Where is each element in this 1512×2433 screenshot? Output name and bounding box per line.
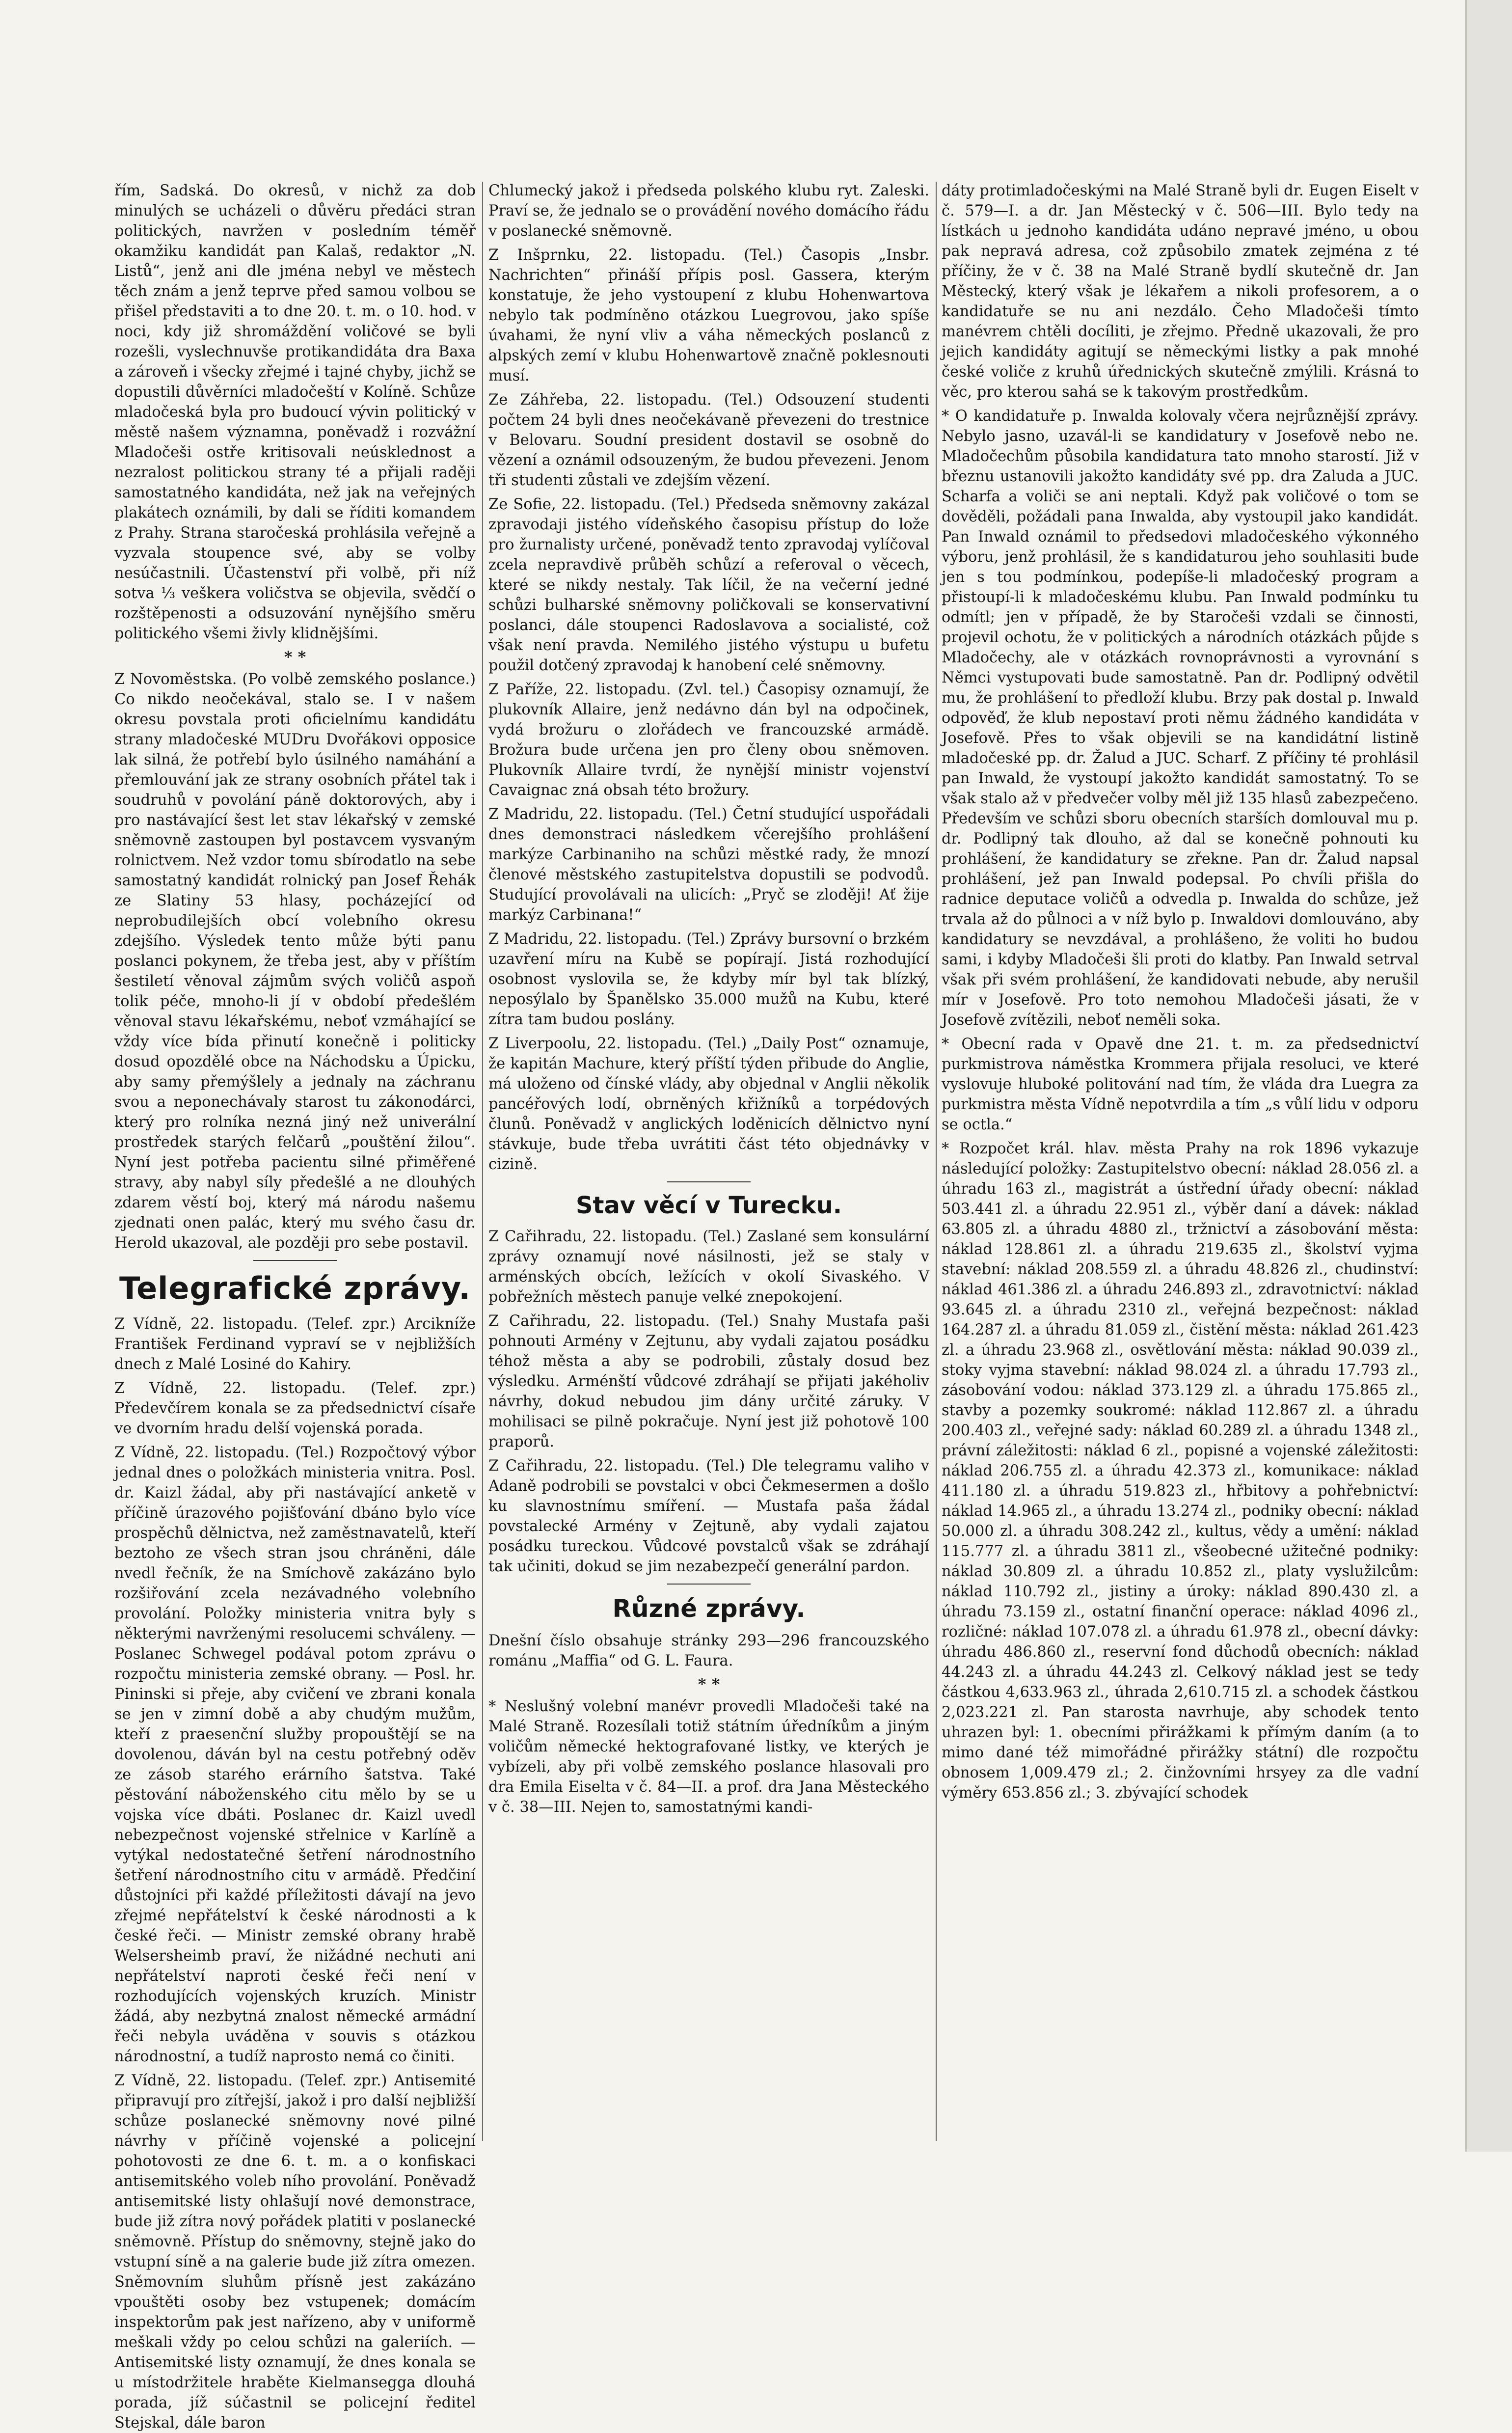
column-left xyxy=(114,181,476,2432)
telegraph-item-continued: Chlumecký jakož i předseda polského klubu ryt. Zaleski. Praví se, že jednalo se o provádění nového domácího řádu v poslanecké sněmovně. xyxy=(488,182,929,240)
column-rule-2 xyxy=(936,182,937,2141)
article-inwald-candidacy: * O kandidatuře p. Inwalda kolovaly včera nejrůznější zprávy. Nebylo jasno, uzavál-li se kandidatury v Josefově nebo ne. Mladočechům působila kandidatura tato mnoho starostí. Již v březnu ustanovili jakožto kandidáty své pp. dra Zaluda a JUC. Scharfa a voliči se ani neptali. Když pak voličové o tom se dověděli, požádali pana Inwalda, aby vystoupil jako kandidát. Pan Inwald oznámil to předsedovi mladočeského výkonného výboru, jenž prohlásil, že s kandidaturou jeho souhlasiti bude jen s tou podmínkou, podepíše-li mladočeský program a přistoupí-li k mladočeskému klubu. Pan Inwald podmínku tu odmítl; jen v případě, že by Staročeši vzdali se činnosti, projevil ochotu, že v politických a národních otázkách půjde s Mladočechy, ale v otázkách rovnoprávnosti a vyrovnání s Němci vystupovati bude samostatně. Pan dr. Podlipný odvětil mu, že prohlášení to předloží klubu. Brzy pak dostal p. Inwald odpověď, že klub nepostaví proti němu žádného kandidáta v Josefově. Přes to však objevili se na kandidátní listině mladočeské pp. dr. Žalud a JUC. Scharf. Z příčiny té prohlásil pan Inwald, že vystoupí jakožto kandidát samostatný. To se však stalo až v předvečer volby měl již 135 hlasů zabezpečeno. Především ve schůzi sboru obecních starších domlouval mu p. dr. Podlipný tak dlouho, až dal se konečně pohnouti ku prohlášení, že kandidatury se zřekne. Pan dr. Žalud napsal prohlášení, jež pan Inwald podepsal. Po chvíli přišla do radnice deputace voličů a odvedla p. Inwalda do schůze, jež trvala až do půlnoci a v níž bylo p. Inwaldovi domlouváno, aby kandidatury se nevzdával, a prohlášeno, že voliti ho budou sami, i kdyby Mladočeši šli proti do klatby. Pan Inwald setrval však při svém prohlášení, že kandidovati nebude, aby nerušil mír v Josefově. Pro toto nemohou Mladočeši jásati, že v Josefově zvítězili, neboť neměli soka. xyxy=(942,408,1419,1029)
section-headline-various: Různé zprávy. xyxy=(612,1594,806,1623)
telegraph-item-madrid-2: Z Madridu, 22. listopadu. (Tel.) Zprávy bursovní o brzkém uzavření míru na Kubě se popírají. Jistá rozhodující osobnost vyslovila se, že kdyby mír byl tak blízký, neposýlalo by Španělsko 35.000 mužů na Kubu, které zítra tam budou poslány. xyxy=(488,930,929,1028)
divider-rule xyxy=(667,1584,751,1585)
telegraph-item-madrid-1: Z Madridu, 22. listopadu. (Tel.) Četní studující uspořádali dnes demonstraci následkem včerejšího prohlášení markýze Carbinaniho na schůzi městké rady, že mnozí členové městského zastupitelstva dopustili se podvodů. Studující provolávali na ulicích: „Pryč se zloději! Ať žije markýz Carbinana!“ xyxy=(488,806,929,924)
article-election-manoeuvre: * Neslušný volební manévr provedli Mladočeši také na Malé Straně. Rozesílali totiž státním úředníkům a jiným voličům německé hektografované listky, ve kterých je vybízeli, aby při volbě zemského poslance hlasovali pro dra Emila Eiselta v č. 84—II. a prof. dra Jana Městeckého v č. 38—III. Nejen to, samostatnými kandi- xyxy=(488,1698,929,1816)
column-rule-1 xyxy=(482,182,483,2141)
section-separator-stars: * * xyxy=(284,648,306,666)
column-right xyxy=(942,181,1419,2140)
telegraph-item-paris: Z Paříže, 22. listopadu. (Zvl. tel.) Časopisy oznamují, že plukovník Allaire, jenž nedávno dán byl na odpočinek, vydá brožuru o zlořádech ve francouzské armádě. Brožura bude určena jen pro členy obou sněmoven. Plukovník Allaire tvrdí, že nynější ministr vojenství Cavaignac zná obsah této brožury. xyxy=(488,681,929,799)
telegraph-item-vienna-2: Z Vídně, 22. listopadu. (Telef. zpr.) Předevčírem konala se za předsednictví císaře ve dvorním hradu delší vojenská porada. xyxy=(114,1380,476,1437)
article-election-continued: dáty protimladočeskými na Malé Straně byli dr. Eugen Eiselt v č. 579—I. a dr. Jan Městecký v č. 506—III. Bylo tedy na lístkách u jednoho kandidáta udáno nepravé jméno, u obou pak nepravá adresa, což způsobilo zmatek zejména z té příčiny, že v č. 38 na Malé Straně bydlí skutečně dr. Jan Městecký, který však je lékařem a nikoli profesorem, a o kandidatuře se nu ani nezdálo. Čeho Mladočeši tímto manévrem chtěli docíliti, je zřejmo. Předně ukazovali, že pro jejich kandidáty agitují se německými listky a pak mnohé české voliče z kruhů úřednických skutečně zmýlili. Krásná to věc, pro kterou sahá se k takovým prostředkům. xyxy=(942,182,1419,401)
telegraph-item-sofia: Ze Sofie, 22. listopadu. (Tel.) Předseda sněmovny zakázal zpravodaji jistého vídeňského časopisu přístup do lože pro žurnalisty určené, poněvadž tento zpravodaj vylíčoval zcela nepravdivě průběh schůzí a referoval o věcech, které se nikdy nestaly. Tak líčil, že na večerní jedné schůzi bulharské sněmovny poličkovali se konservativní poslanci, dále stoupenci Radoslavova a socialisté, což však není pravda. Nemilého jistého výstupu u bufetu použil dotčený zpravodaj k hanobení celé sněmovny. xyxy=(488,496,929,674)
telegraph-item-innsbruck: Z Inšprnku, 22. listopadu. (Tel.) Časopis „Insbr. Nachrichten“ přináší přípis posl. Gassera, kterým konstatuje, že jeho vystoupení z klubu Hohenwartova nebylo tak podmíněno otázkou Luegrovou, jako spíše úvahami, že nyní vliv a váha německých poslanců z alpských zemí v klubu Hohenwartově značně poklesnouti musí. xyxy=(488,246,929,384)
telegraph-item-zagreb: Ze Záhřeba, 22. listopadu. (Tel.) Odsouzení studenti počtem 24 byli dnes neočekávaně převezeni do trestnice v Belovaru. Soudní president dostavil se osobně do vězení a oznámil odsouzeným, že budou převezeni. Jenom tři studenti zůstali ve zdejším vězení. xyxy=(488,391,929,489)
article-sadska: řím, Sadská. Do okresů, v nichž za dob minulých se ucházeli o důvěru předáci stran politických, navržen v posledním téměř okamžiku kandidát pan Kalaš, redaktor „N. Listů“, jenž ani dle jména nebyl ve městech těch znám a jenž teprve před samou volbou se přišel představiti a to dne 20. t. m. o 10. hod. v noci, kdy již shromáždění voličové se byli rozešli, vyslechnuvše protikandidáta dra Baxa a zároveň i všecky zřejmé i tajné chyby, jichž se dopustili důvěrníci mladočeští v Kolíně. Schůze mladočeská byla pro budoucí vývin politický v městě našem významna, poněvadž i rozvážní Mladočeši ostře kritisovali neúsklednost a nezralost politickou strany té a přijali raději samostatného kandidáta, než jak na veřejných plakátech oznámili, by dali se říditi komandem z Prahy. Strana staročeská prohlásila veřejně a vyzvala stoupence své, aby se volby nesúčastnili. Účastenství při volbě, při níž sotva ⅓ veškera voličstva se objevila, svědčí o rozštěpenosti a odsuzování nynějšího směru politického všemi živly klidnějšími. xyxy=(114,182,476,642)
page-binding-margin xyxy=(1465,0,1512,2152)
telegraph-item-constantinople-3: Z Cařihradu, 22. listopadu. (Tel.) Dle telegramu valiho v Adaně podrobili se povstalci v obci Čekmesermen a došlo ku slavnostnímu smíření. — Mustafa paša žádal povstalecké Armény v Zejtuně, aby vydali zajatou posádku tureckou. Vůdcové povstalců však se zdráhají tak učiniti, dokud se jim nezabezpečí generální pardon. xyxy=(488,1457,929,1575)
article-opava-council: * Obecní rada v Opavě dne 21. t. m. za předsednictví purkmistrova náměstka Krommera přijala resoluci, ve které vyslovuje hluboké politování nad tím, že vláda dra Luegra za purkmistra města Vídně nepotvrdila a tím „s vůlí lidu v odporu se octla.“ xyxy=(942,1036,1419,1133)
article-novomestsko: Z Novoměstska. (Po volbě zemského poslance.) Co nikdo neočekával, stalo se. I v našem okresu povstala proti oficielnímu kandidátu strany mladočeské MUDru Dvořákovi opposice lak silná, že potřebí bylo úsilného namáhání a přemlouvání jak ze strany osobních přátel tak i soudruhů v povolání páně doktorových, aby i pro nastávající šest let stav lékařský v zemské sněmovně zastoupen byl postavcem vysvaným rolnictvem. Než vzdor tomu sbírodatlo na sebe samostatný kandidát rolnický pan Josef Řehák ze Slatiny 53 hlasy, pocházející od neprobudilejších obcí volebního okresu zdejšího. Výsledek tento může býti panu poslanci pokynem, že třeba jest, aby v příštím šestiletí věnoval zájmům svých voličů aspoň tolik péče, mnoho-li jí v období předešlém věnoval stavu lékařskému, neboť vzmáhající se vždy více bída přinutí konečně i politicky dosud opozdělé obce na Náchodsku a Úpicku, aby samy přemýšlely a jednaly na záchranu svou a neponechávaly starost tu zákonodárci, který pro rolníka nezná jiný než univerální prostředek starých felčarů „pouštění žilou“. Nyní jest potřeba pacientu silné přiměřené stravy, aby nabyl síly předešlé a ne dlouhých zdarem věstí boj, který má národu našemu zjednati onen palác, který mu svého času dr. Herold ukazoval, ale později pro sebe postavil. xyxy=(114,671,476,1252)
telegraph-item-constantinople-1: Z Cařihradu, 22. listopadu. (Tel.) Zaslané sem konsulární zprávy oznamují nové násilnosti, jež se staly v arménských obcích, ležících v okolí Sivaského. V pobřežních městech panuje velké znepokojení. xyxy=(488,1228,929,1306)
telegraph-item-liverpool: Z Liverpoolu, 22. listopadu. (Tel.) „Daily Post“ oznamuje, že kapitán Machure, který příští týden přibude do Anglie, má uloženo od čínské vlády, aby objednal v Anglii několik pancéřových lodí, obrněných křižníků a torpédových člunů. Poněvadž v anglických loděnicích dělnictvo nyní stávkuje, bude třeba uvrátiti část této objednávky v cizině. xyxy=(488,1035,929,1173)
telegraph-item-vienna-1: Z Vídně, 22. listopadu. (Telef. zpr.) Arcikníže František Ferdinand vypraví se v nejbližších dnech z Malé Losiné do Kahiry. xyxy=(114,1315,476,1373)
section-headline-telegraphic: Telegrafické zprávy. xyxy=(119,1270,471,1306)
article-prague-budget: * Rozpočet král. hlav. města Prahy na rok 1896 vykazuje následující položky: Zastupitelstvo obecní: náklad 28.056 zl. a úhradu 163 zl., magistrát a ústřední úřady obecní: náklad 503.441 zl. a úhradu 22.951 zl., výběr daní a dávek: náklad 63.805 zl. a úhradu 4880 zl., tržnictví a zásobování města: náklad 128.861 zl. a úhradu 219.635 zl., školství vyjma stavební: náklad 208.559 zl. a úhradu 48.826 zl., chudinství: náklad 461.386 zl. a úhradu 246.893 zl., zdravotnictví: náklad 93.645 zl. a úhradu 2310 zl., veřejná bezpečnost: náklad 164.287 zl. a úhradu 81.059 zl., čistění města: náklad 261.423 zl. a úhradu 23.968 zl., osvětlování města: náklad 90.039 zl., stoky vyjma stavební: náklad 98.024 zl. a úhradu 17.793 zl., zásobování vodou: náklad 373.129 zl. a úhradu 175.865 zl., stavby a pozemky soukromé: náklad 112.867 zl. a úhradu 200.403 zl., veřejné sady: náklad 60.289 zl. a úhradu 1348 zl., právní záležitosti: náklad 6 zl., popisné a vojenské záležitosti: náklad 206.755 zl. a úhradu 42.373 zl., komunikace: náklad 411.180 zl. a úhradu 519.823 zl., hřbitovy a pohřebnictví: náklad 14.965 zl., a úhradu 13.274 zl., podniky obecní: náklad 50.000 zl. a úhradu 308.242 zl., kultus, vědy a umění: náklad 115.777 zl. a úhradu 3811 zl., všeobecné užitečné podniky: náklad 30.809 zl. a úhradu 10.852 zl., platy vyslužilcům: náklad 110.792 zl., jistiny a úroky: náklad 890.430 zl. a úhradu 73.159 zl., ostatní finanční operace: náklad 4096 zl., rozličné: náklad 107.078 zl. a úhradu 61.978 zl., obecní dávky: úhradu 486.860 zl., reservní fond důchodů obecních: náklad 44.243 zl. a úhradu 44.243 zl. Celkový náklad jest se tedy částkou 4,633.963 zl., úhrada 2,610.715 zl. a schodek částkou 2,023.221 zl. Pan starosta navrhuje, aby schodek tento uhrazen byl: 1. obecními přirážkami k přímým daním (a to mimo dané též mimořádné přirážky státní) dle rozpočtu obnosem 1,009.479 zl.; 2. činžovními hrsyey za dle vadní výměry 653.856 zl.; 3. zbývající schodek xyxy=(942,1140,1419,1802)
notice-novel-pages: Dnešní číslo obsahuje stránky 293—296 francouzského románu „Maffia“ od G. L. Faura. xyxy=(488,1632,929,1669)
section-separator-stars: * * xyxy=(698,1675,720,1694)
telegraph-item-constantinople-2: Z Cařihradu, 22. listopadu. (Tel.) Snahy Mustafa paši pohnouti Armény v Zejtunu, aby vydali zajatou posádku téhož města a aby se podrobili, zůstaly dosud bez výsledku. Arménští vůdcové zdráhají se přijati jakéholiv návrhy, dokud nebudou jim dány určité záruky. V mohilisaci se pilně pokračuje. Nyní jest již pohotově 100 praporů. xyxy=(488,1312,929,1450)
telegraph-item-vienna-4: Z Vídně, 22. listopadu. (Telef. zpr.) Antisemité připravují pro zítřejší, jakož i pro další nejbližší schůze poslanecké sněmovny nové pilné návrhy v příčině vojenské a policejní pohotovosti ze dne 6. t. m. a o konfiskaci antisemitského voleb ního provolání. Poněvadž antisemitské listy ohlašují nové demonstrace, bude již zítra nový pořádek platiti v poslanecké sněmovně. Přístup do sněmovny, stejně jako do vstupní síně a na galerie bude již zítra omezen. Sněmovním sluhům přísně jest zakázáno vpouštěti osoby bez vstupenek; domácím inspektorům pak jest nařízeno, aby v uniformě meškali vždy po celou schůzi na galeriích. — Antisemitské listy oznamují, že dnes konala se u místodržitele hraběte Kielmansegga dlouhá porada, jíž súčastnil se policejní ředitel Stejskal, dále baron xyxy=(114,2072,476,2432)
divider-rule xyxy=(253,1260,337,1261)
divider-rule xyxy=(667,1181,751,1182)
telegraph-item-vienna-3: Z Vídně, 22. listopadu. (Tel.) Rozpočtový výbor jednal dnes o položkách ministeria vnitra. Posl. dr. Kaizl žádal, aby při nastávající anketě v příčině úrazového pojišťování dbáno bylo více prospěchů dělnictva, než zaměstnavatelů, kteří beztoho ze všech stran jsou chráněni, dále nvedl řečník, že na Smíchově zakázáno bylo rozšiřování zcela nezávadného volebního provolání. Položky ministeria vnitra byly s některými navrženými resolucemi schváleny. — Poslanec Schwegel podával potom zprávu o rozpočtu ministeria zemské obrany. — Posl. hr. Pininski si přeje, aby cvičení ve zbrani konala se jen v zimní době a aby chudým mužům, kteří z praesenční služby propouštějí se na dovolenou, dáván byl na cestu potřebný oděv ze zásob starého erárního šatstva. Také pěstování náboženského citu mělo by se u vojska více dbáti. Poslanec dr. Kaizl uvedl nebezpečnost vojenské střelnice v Karlíně a vytýkal nedostatečné šetření národnostního šetření národnostního citu v armádě. Předčiní důstojníci při každé příležitosti dávají na jevo zřejmé nepřátelství k české národnosti a k české řeči. — Ministr zemské obrany hrabě Welsersheimb praví, že nižádné nechuti ani nepřátelství naproti české řeči není v rozhodujících vojenských kruzích. Ministr žádá, aby nezbytná znalost německé armádní řeči nebyla uváděna v souvis s otázkou národnostní, a tudíž naprosto nemá co činiti. xyxy=(114,1444,476,2065)
section-headline-turkey: Stav věcí v Turecku. xyxy=(575,1192,842,1219)
column-middle xyxy=(488,181,929,2140)
